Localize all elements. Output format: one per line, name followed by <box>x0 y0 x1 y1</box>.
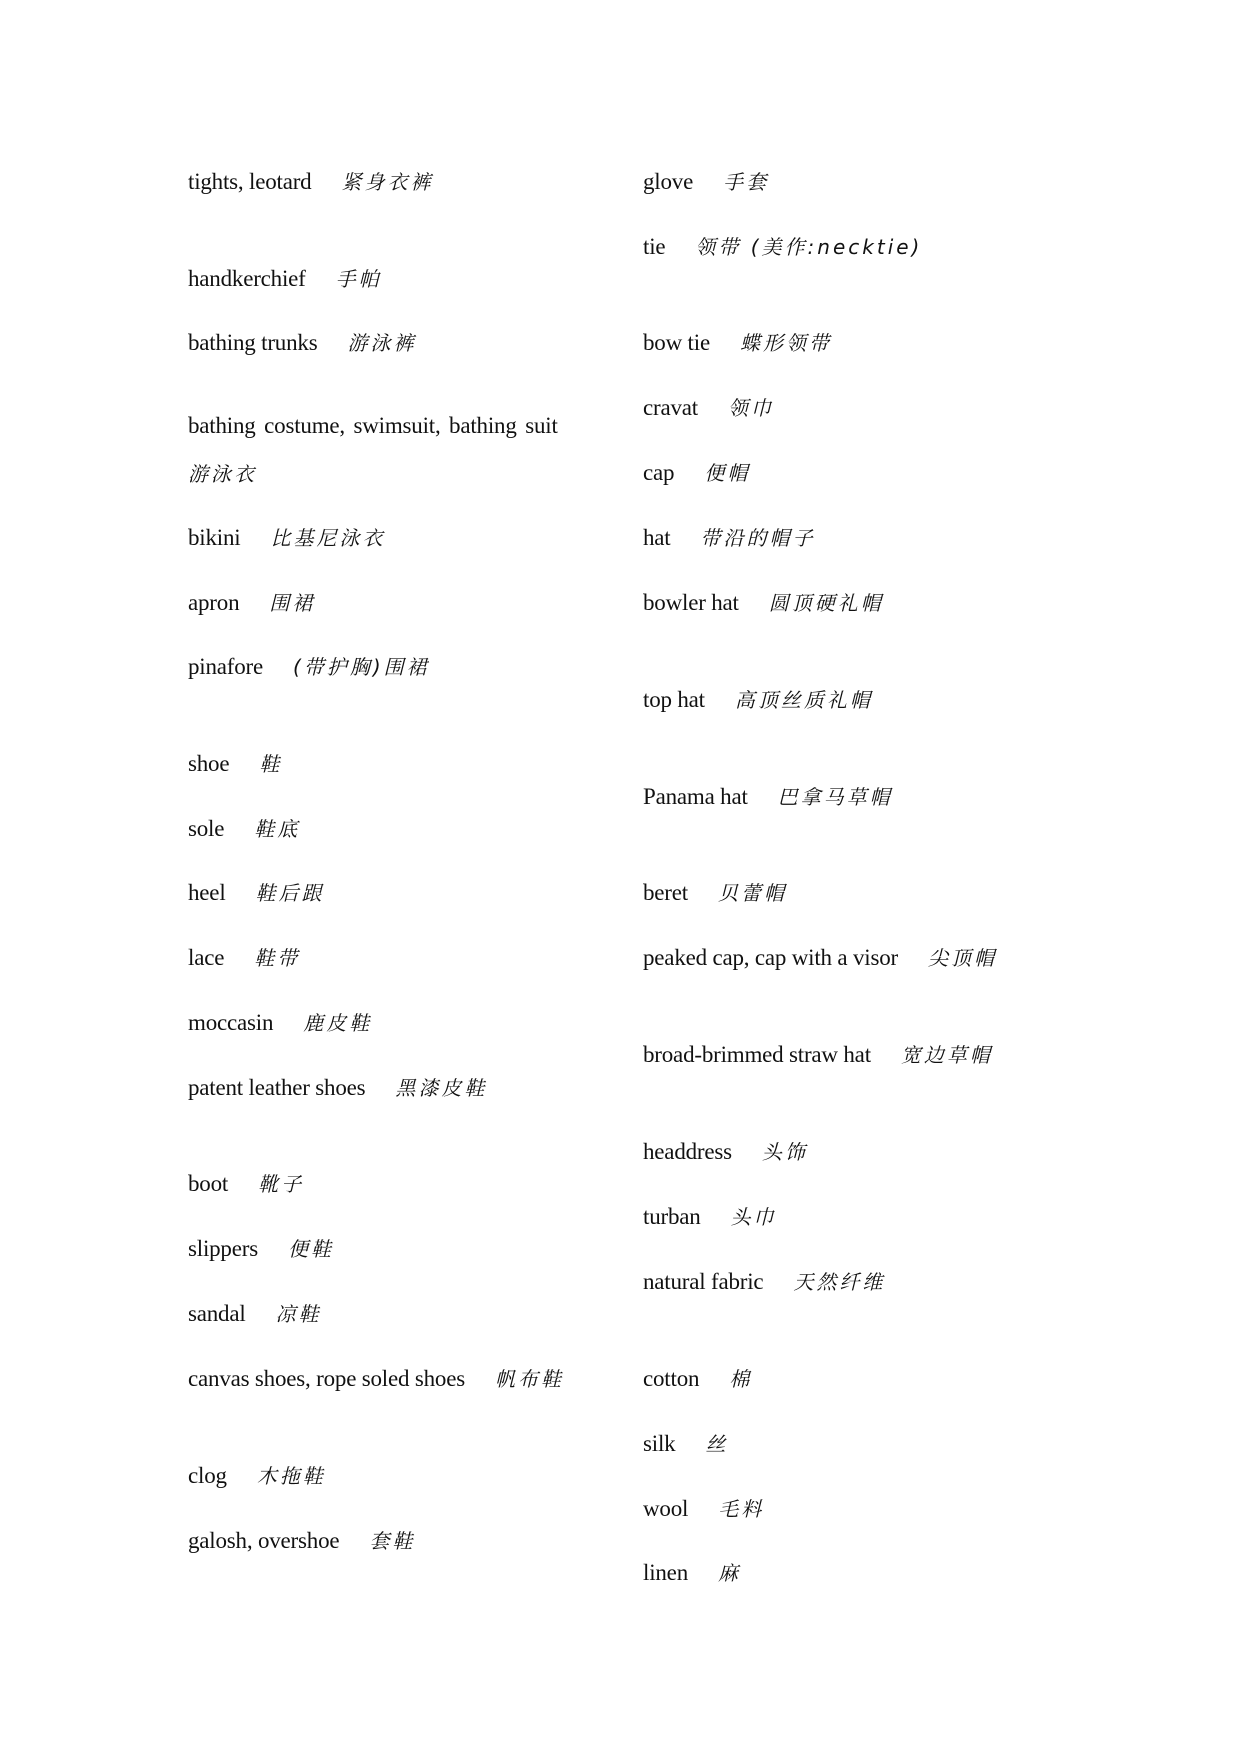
english-term: cap <box>643 460 675 485</box>
chinese-translation: 鞋 <box>259 752 283 776</box>
chinese-translation: 游泳衣 <box>188 462 257 486</box>
chinese-translation: 头饰 <box>761 1140 808 1164</box>
english-term: pinafore <box>188 654 264 679</box>
chinese-translation: 带沿的帽子 <box>700 526 816 550</box>
vocab-entry <box>643 393 774 423</box>
chinese-translation: 手帕 <box>335 267 382 291</box>
vocab-entry <box>643 1558 741 1588</box>
english-term: turban <box>643 1204 701 1229</box>
english-term: bathing trunks <box>188 330 318 355</box>
chinese-translation: 尖顶帽 <box>927 946 997 970</box>
chinese-translation: 鞋底 <box>254 817 301 841</box>
chinese-translation: 圆顶硬礼帽 <box>768 591 884 615</box>
chinese-translation: 棉 <box>729 1367 753 1391</box>
english-term: bow tie <box>643 330 710 355</box>
english-term: glove <box>643 169 694 194</box>
vocab-entry <box>643 685 873 715</box>
vocab-entry <box>188 943 300 973</box>
vocab-entry <box>188 1169 304 1199</box>
vocab-entry <box>188 588 315 618</box>
chinese-translation: 贝蕾帽 <box>717 881 787 905</box>
chinese-translation: 围裙 <box>269 591 316 615</box>
vocab-entry <box>643 523 816 553</box>
english-term: shoe <box>188 751 230 776</box>
english-term: tie <box>643 234 666 259</box>
chinese-translation: 领巾 <box>727 396 774 420</box>
english-term: handkerchief <box>188 266 306 291</box>
chinese-translation: 木拖鞋 <box>256 1464 326 1488</box>
english-term: cotton <box>643 1366 700 1391</box>
chinese-translation: 领带 (美作:necktie) <box>695 235 923 259</box>
english-term: Panama hat <box>643 784 748 809</box>
english-term: slippers <box>188 1236 258 1261</box>
vocab-entry <box>643 1202 777 1232</box>
english-term: canvas shoes, rope soled shoes <box>188 1366 465 1391</box>
english-term: boot <box>188 1171 229 1196</box>
english-term: peaked cap, cap with a visor <box>643 945 898 970</box>
chinese-translation: 紧身衣裤 <box>341 170 434 194</box>
english-term: bowler hat <box>643 590 739 615</box>
chinese-translation: 比基尼泳衣 <box>270 526 386 550</box>
english-term: bikini <box>188 525 241 550</box>
vocab-entry <box>643 1040 993 1070</box>
chinese-translation: 蝶形领带 <box>739 331 832 355</box>
english-term: patent leather shoes <box>188 1075 366 1100</box>
english-term: bathing costume, swimsuit, bathing suit <box>188 413 558 438</box>
english-term: sandal <box>188 1301 246 1326</box>
chinese-translation: 套鞋 <box>369 1529 416 1553</box>
english-term: galosh, overshoe <box>188 1528 340 1553</box>
chinese-translation: 丝 <box>705 1432 729 1456</box>
vocab-entry <box>188 878 325 908</box>
chinese-translation: 黑漆皮鞋 <box>395 1076 488 1100</box>
vocab-entry <box>643 1364 752 1394</box>
vocab-entry <box>188 1008 372 1038</box>
english-term: top hat <box>643 687 705 712</box>
vocab-entry <box>188 523 385 553</box>
chinese-translation: 麻 <box>718 1561 741 1585</box>
english-term: wool <box>643 1496 689 1521</box>
chinese-translation: 靴子 <box>258 1172 305 1196</box>
chinese-translation: 帆布鞋 <box>494 1367 564 1391</box>
chinese-translation: 头巾 <box>730 1205 777 1229</box>
chinese-translation: 鹿皮鞋 <box>303 1011 373 1035</box>
chinese-translation: 手套 <box>723 170 770 194</box>
vocab-entry <box>188 1461 326 1491</box>
vocab-entry <box>188 1234 334 1264</box>
vocab-entry <box>188 814 300 844</box>
english-term: silk <box>643 1431 676 1456</box>
chinese-translation: 天然纤维 <box>793 1270 886 1294</box>
english-term: heel <box>188 880 226 905</box>
vocab-entry <box>643 167 769 197</box>
chinese-translation: 毛料 <box>718 1497 765 1521</box>
english-term: sole <box>188 816 225 841</box>
vocab-entry <box>188 1073 487 1103</box>
vocab-entry <box>188 167 433 197</box>
vocab-entry <box>188 1526 415 1556</box>
english-term: hat <box>643 525 671 550</box>
right-vocabulary-column <box>643 0 1073 1754</box>
english-term: cravat <box>643 395 698 420</box>
chinese-translation: 巴拿马草帽 <box>777 785 893 809</box>
vocab-entry <box>188 652 430 682</box>
vocab-entry <box>643 458 750 488</box>
left-vocabulary-column <box>188 0 618 1754</box>
english-term: broad-brimmed straw hat <box>643 1042 871 1067</box>
chinese-translation: 便帽 <box>704 461 751 485</box>
english-term: beret <box>643 880 688 905</box>
vocab-entry <box>188 1299 322 1329</box>
chinese-translation: 凉鞋 <box>275 1302 322 1326</box>
vocab-entry <box>643 1267 885 1297</box>
vocab-entry <box>643 782 893 812</box>
vocab-entry <box>643 588 884 618</box>
english-term: apron <box>188 590 240 615</box>
chinese-translation: 便鞋 <box>287 1237 334 1261</box>
vocab-entry <box>643 1494 764 1524</box>
vocab-entry <box>188 402 608 498</box>
vocab-entry <box>188 328 416 358</box>
vocab-entry <box>643 232 922 262</box>
english-term: linen <box>643 1560 688 1585</box>
chinese-translation: 宽边草帽 <box>900 1043 993 1067</box>
chinese-translation: 高顶丝质礼帽 <box>734 688 873 712</box>
english-term: natural fabric <box>643 1269 764 1294</box>
vocab-entry <box>643 328 832 358</box>
chinese-translation: 鞋后跟 <box>255 881 325 905</box>
vocab-entry <box>643 878 787 908</box>
english-term: lace <box>188 945 225 970</box>
chinese-translation: 游泳裤 <box>347 331 417 355</box>
english-term: clog <box>188 1463 227 1488</box>
chinese-translation: 鞋带 <box>254 946 301 970</box>
english-term: moccasin <box>188 1010 274 1035</box>
english-term: tights, leotard <box>188 169 312 194</box>
english-term: headdress <box>643 1139 732 1164</box>
vocab-entry <box>188 264 382 294</box>
vocab-entry <box>188 749 282 779</box>
chinese-translation: (带护胸)围裙 <box>293 655 430 679</box>
vocab-entry <box>643 1429 728 1459</box>
vocab-entry <box>643 943 997 973</box>
vocab-entry <box>643 1137 808 1167</box>
vocab-entry <box>188 1364 564 1394</box>
